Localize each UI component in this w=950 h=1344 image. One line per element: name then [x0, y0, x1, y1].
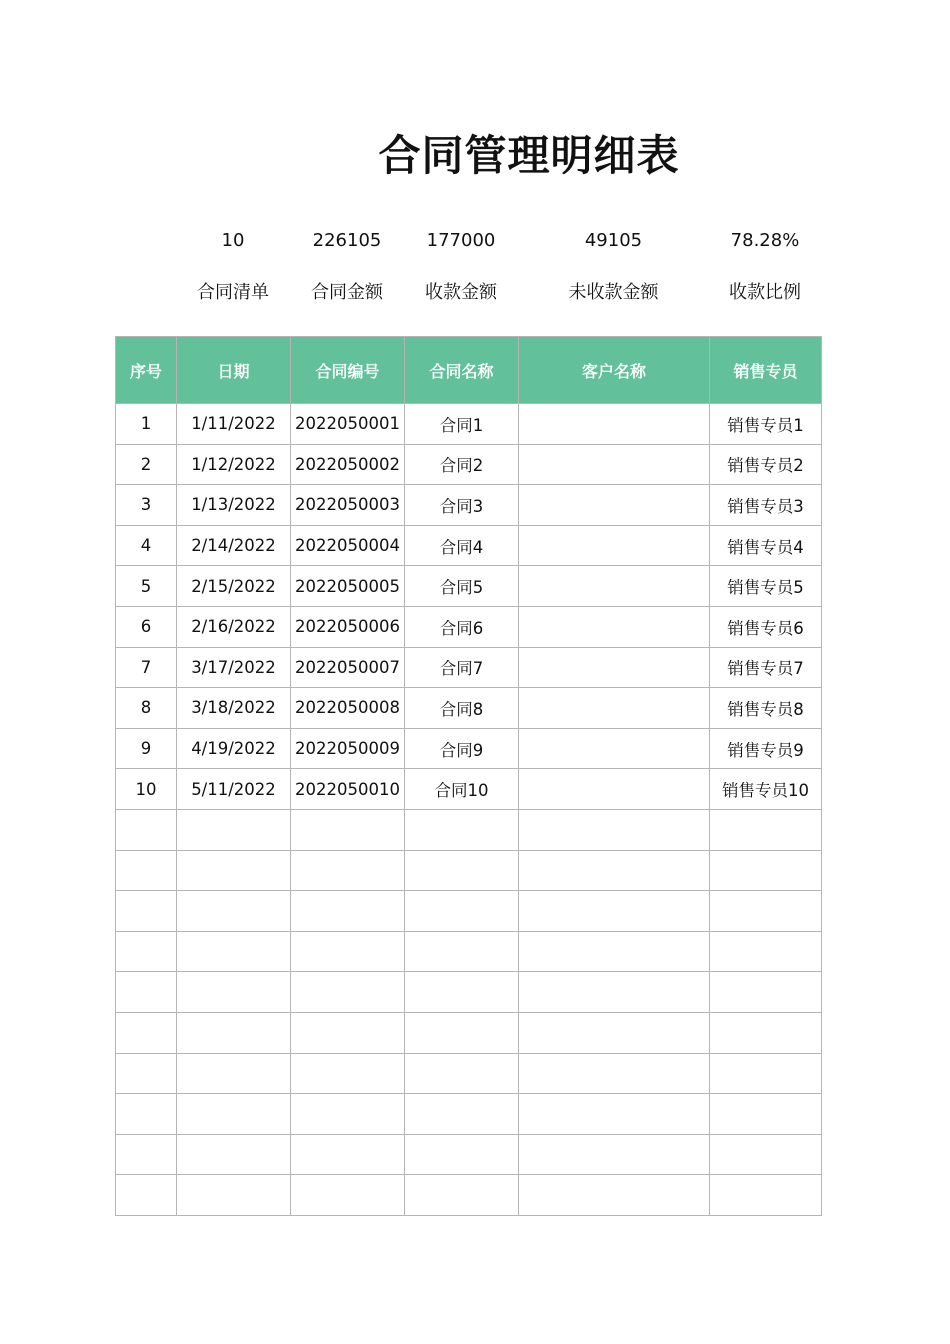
cell-contract-number — [291, 850, 405, 891]
cell-customer-name — [519, 1175, 710, 1216]
cell-sales-rep — [710, 809, 822, 850]
cell-date: 1/13/2022 — [177, 485, 291, 526]
cell-customer-name — [519, 1134, 710, 1175]
cell-sales-rep: 销售专员1 — [710, 404, 822, 445]
cell-customer-name — [519, 850, 710, 891]
cell-contract-name — [405, 809, 519, 850]
cell-sales-rep — [710, 1012, 822, 1053]
table-row — [116, 769, 822, 810]
cell-sales-rep: 销售专员7 — [710, 647, 822, 688]
cell-index: 1 — [116, 404, 177, 445]
cell-sales-rep — [710, 1094, 822, 1135]
cell-sales-rep — [710, 1134, 822, 1175]
cell-index: 9 — [116, 728, 177, 769]
summary-label-received-ratio: 收款比例 — [729, 282, 801, 303]
cell-customer-name — [519, 688, 710, 729]
cell-index — [116, 809, 177, 850]
cell-index — [116, 972, 177, 1013]
cell-contract-name — [405, 1012, 519, 1053]
cell-customer-name — [519, 1012, 710, 1053]
table-row — [116, 525, 822, 566]
cell-index: 7 — [116, 647, 177, 688]
cell-contract-number: 2022050010 — [291, 769, 405, 810]
cell-contract-number — [291, 1012, 405, 1053]
cell-contract-name — [405, 1094, 519, 1135]
cell-contract-name: 合同8 — [405, 688, 519, 729]
cell-customer-name — [519, 566, 710, 607]
table-row — [116, 931, 822, 972]
cell-date — [177, 1175, 291, 1216]
cell-contract-number — [291, 1175, 405, 1216]
cell-customer-name — [519, 972, 710, 1013]
table-row — [116, 688, 822, 729]
cell-sales-rep: 销售专员2 — [710, 444, 822, 485]
cell-contract-name — [405, 931, 519, 972]
cell-sales-rep — [710, 931, 822, 972]
cell-contract-number — [291, 891, 405, 932]
cell-customer-name — [519, 931, 710, 972]
cell-contract-name: 合同6 — [405, 606, 519, 647]
cell-customer-name — [519, 525, 710, 566]
cell-index — [116, 1012, 177, 1053]
table-row — [116, 1053, 822, 1094]
cell-contract-name: 合同1 — [405, 404, 519, 445]
cell-contract-number: 2022050005 — [291, 566, 405, 607]
column-header-contract-number: 合同编号 — [291, 337, 405, 404]
cell-contract-number: 2022050002 — [291, 444, 405, 485]
cell-sales-rep: 销售专员9 — [710, 728, 822, 769]
cell-date — [177, 1134, 291, 1175]
cell-sales-rep — [710, 1053, 822, 1094]
column-header-date: 日期 — [177, 337, 291, 404]
cell-contract-number: 2022050006 — [291, 606, 405, 647]
summary-value-received-amount: 177000 — [426, 230, 496, 251]
table-row — [116, 647, 822, 688]
summary-value-contract-amount: 226105 — [312, 230, 382, 251]
cell-contract-name: 合同3 — [405, 485, 519, 526]
summary-value-received-ratio: 78.28% — [730, 230, 800, 251]
table-row — [116, 606, 822, 647]
cell-customer-name — [519, 809, 710, 850]
cell-index — [116, 1094, 177, 1135]
cell-contract-name — [405, 1175, 519, 1216]
table-row — [116, 485, 822, 526]
summary-label-contract-count: 合同清单 — [197, 282, 269, 303]
column-header-customer-name: 客户名称 — [519, 337, 710, 404]
cell-date — [177, 1094, 291, 1135]
cell-contract-number — [291, 1094, 405, 1135]
cell-contract-name — [405, 891, 519, 932]
cell-contract-name: 合同9 — [405, 728, 519, 769]
cell-contract-number: 2022050003 — [291, 485, 405, 526]
cell-index: 8 — [116, 688, 177, 729]
cell-index — [116, 850, 177, 891]
table-row — [116, 444, 822, 485]
cell-customer-name — [519, 769, 710, 810]
cell-sales-rep: 销售专员5 — [710, 566, 822, 607]
cell-index: 4 — [116, 525, 177, 566]
cell-contract-name: 合同7 — [405, 647, 519, 688]
cell-date: 1/12/2022 — [177, 444, 291, 485]
cell-contract-name — [405, 972, 519, 1013]
cell-index — [116, 931, 177, 972]
cell-date: 2/14/2022 — [177, 525, 291, 566]
cell-customer-name — [519, 1094, 710, 1135]
cell-sales-rep — [710, 972, 822, 1013]
table-row — [116, 566, 822, 607]
cell-index — [116, 1175, 177, 1216]
cell-date: 3/18/2022 — [177, 688, 291, 729]
contract-table — [115, 336, 822, 1216]
cell-date: 3/17/2022 — [177, 647, 291, 688]
cell-date — [177, 1012, 291, 1053]
table-row — [116, 1094, 822, 1135]
cell-contract-number — [291, 1134, 405, 1175]
cell-contract-number: 2022050004 — [291, 525, 405, 566]
cell-index: 5 — [116, 566, 177, 607]
cell-customer-name — [519, 891, 710, 932]
cell-sales-rep: 销售专员8 — [710, 688, 822, 729]
cell-contract-number — [291, 809, 405, 850]
cell-customer-name — [519, 647, 710, 688]
cell-customer-name — [519, 606, 710, 647]
cell-index: 6 — [116, 606, 177, 647]
table-row — [116, 972, 822, 1013]
summary-label-received-amount: 收款金额 — [425, 282, 497, 303]
cell-date: 4/19/2022 — [177, 728, 291, 769]
cell-index — [116, 1134, 177, 1175]
cell-date: 5/11/2022 — [177, 769, 291, 810]
cell-index — [116, 1053, 177, 1094]
cell-contract-number: 2022050009 — [291, 728, 405, 769]
column-header-sales-rep: 销售专员 — [710, 337, 822, 404]
cell-date: 2/16/2022 — [177, 606, 291, 647]
table-row — [116, 1134, 822, 1175]
summary-value-contract-count: 10 — [221, 230, 245, 251]
table-header-row — [116, 337, 822, 404]
cell-sales-rep: 销售专员4 — [710, 525, 822, 566]
table-row — [116, 891, 822, 932]
table-row — [116, 728, 822, 769]
cell-contract-number: 2022050008 — [291, 688, 405, 729]
cell-date — [177, 972, 291, 1013]
cell-sales-rep: 销售专员6 — [710, 606, 822, 647]
cell-contract-name — [405, 850, 519, 891]
table-row — [116, 1175, 822, 1216]
table-row — [116, 809, 822, 850]
cell-customer-name — [519, 404, 710, 445]
cell-date — [177, 891, 291, 932]
cell-date — [177, 809, 291, 850]
cell-index: 3 — [116, 485, 177, 526]
table-row — [116, 1012, 822, 1053]
cell-sales-rep: 销售专员3 — [710, 485, 822, 526]
summary-value-unreceived-amount: 49105 — [584, 230, 643, 251]
cell-date: 1/11/2022 — [177, 404, 291, 445]
column-header-index: 序号 — [116, 337, 177, 404]
cell-sales-rep: 销售专员10 — [710, 769, 822, 810]
cell-contract-name: 合同4 — [405, 525, 519, 566]
summary-label-unreceived-amount: 未收款金额 — [568, 282, 659, 303]
cell-sales-rep — [710, 1175, 822, 1216]
cell-contract-number — [291, 972, 405, 1013]
cell-index: 10 — [116, 769, 177, 810]
cell-contract-name — [405, 1134, 519, 1175]
cell-index — [116, 891, 177, 932]
cell-date — [177, 1053, 291, 1094]
cell-sales-rep — [710, 891, 822, 932]
cell-date: 2/15/2022 — [177, 566, 291, 607]
cell-contract-number — [291, 931, 405, 972]
summary-label-contract-amount: 合同金额 — [311, 282, 383, 303]
cell-customer-name — [519, 485, 710, 526]
cell-contract-name: 合同2 — [405, 444, 519, 485]
cell-contract-name: 合同5 — [405, 566, 519, 607]
cell-contract-number: 2022050007 — [291, 647, 405, 688]
column-header-contract-name: 合同名称 — [405, 337, 519, 404]
table-row — [116, 404, 822, 445]
cell-contract-name: 合同10 — [405, 769, 519, 810]
table-body — [116, 404, 822, 1216]
cell-date — [177, 931, 291, 972]
cell-customer-name — [519, 1053, 710, 1094]
cell-index: 2 — [116, 444, 177, 485]
cell-sales-rep — [710, 850, 822, 891]
cell-customer-name — [519, 728, 710, 769]
cell-contract-number — [291, 1053, 405, 1094]
page-title: 合同管理明细表 — [378, 131, 680, 180]
cell-contract-number: 2022050001 — [291, 404, 405, 445]
table-row — [116, 850, 822, 891]
cell-contract-name — [405, 1053, 519, 1094]
cell-date — [177, 850, 291, 891]
cell-customer-name — [519, 444, 710, 485]
